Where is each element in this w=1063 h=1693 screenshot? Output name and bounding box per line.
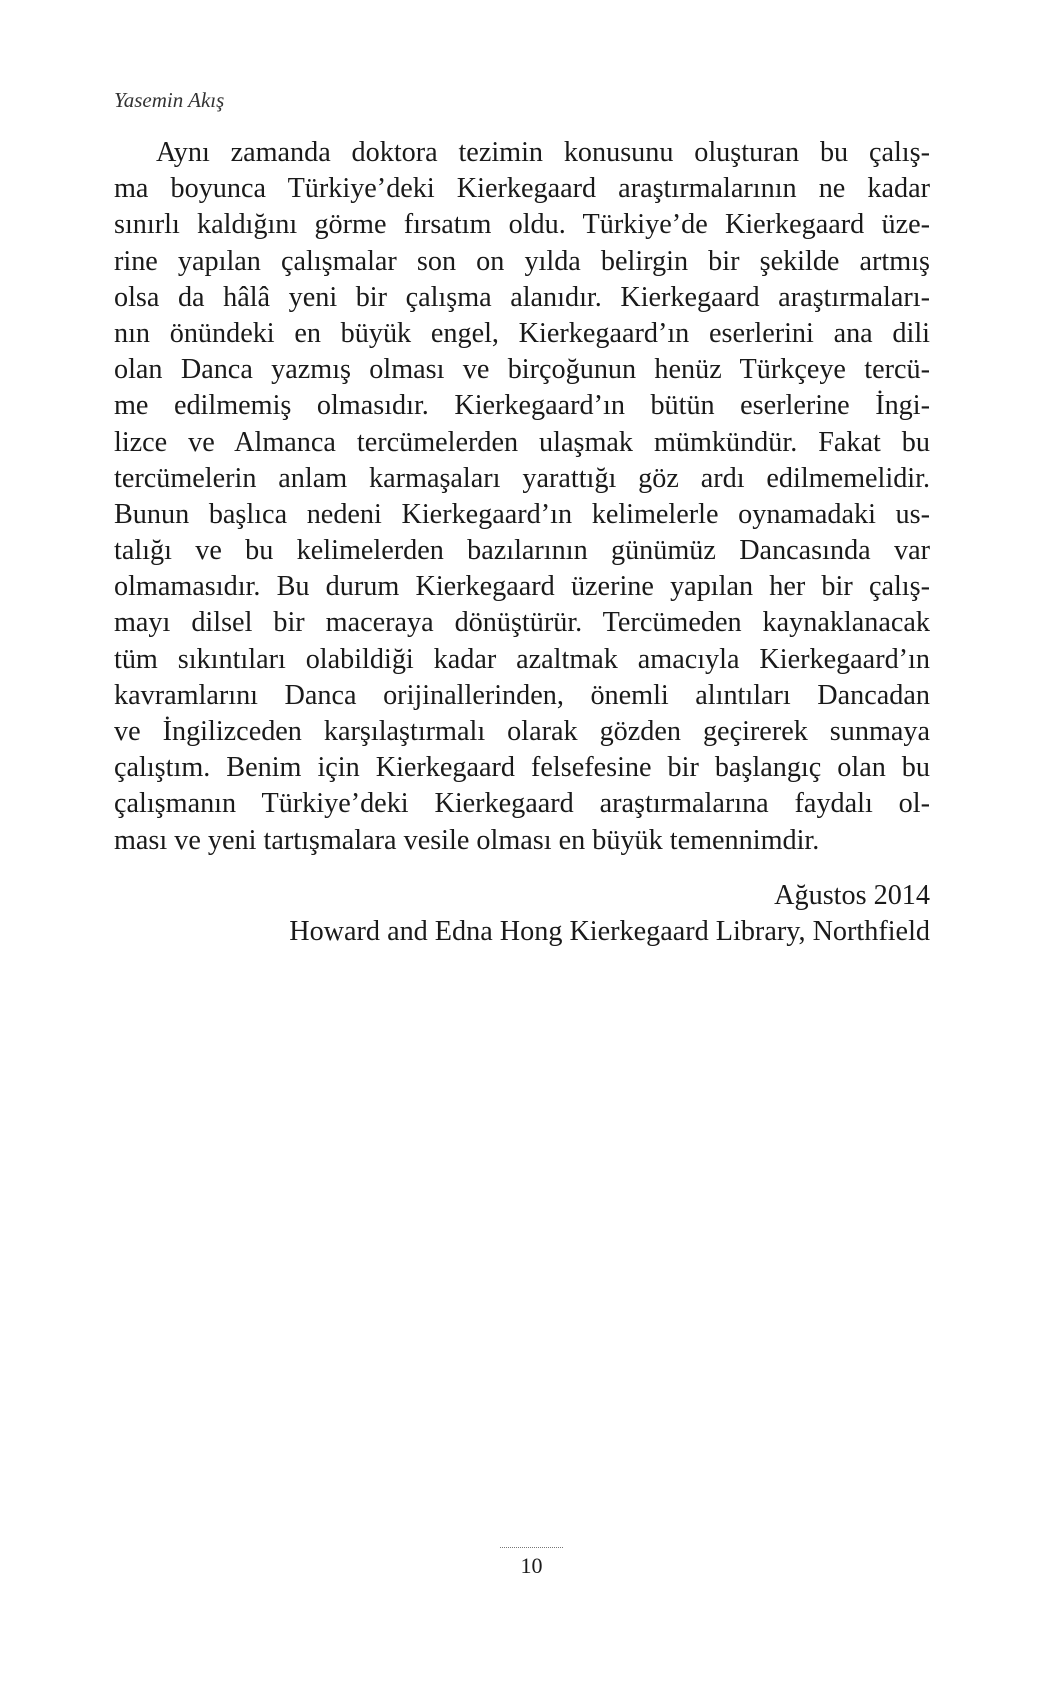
page-number: 10 (520, 1553, 543, 1578)
body-paragraph (114, 135, 930, 859)
paragraph-line: ması ve yeni tartışmalara vesile olması en büyük temennimdir. (114, 824, 820, 856)
running-head: Yasemin Akış (114, 88, 225, 112)
paragraph-line: olsa da hâlâ yeni bir çalışma alanıdır. Kierkegaard araştırmaları- (114, 281, 930, 313)
paragraph-line: olmamasıdır. Bu durum Kierkegaard üzerine yapılan her bir çalış- (114, 571, 930, 603)
paragraph-line: çalışmanın Türkiye’deki Kierkegaard araştırmalarına faydalı ol- (114, 788, 930, 820)
paragraph-line: kavramlarını Danca orijinallerinden, önemli alıntıları Dancadan (114, 679, 930, 711)
signature-date: Ağustos 2014 (774, 880, 930, 911)
paragraph-line: çalıştım. Benim için Kierkegaard felsefesine bir başlangıç olan bu (114, 752, 930, 784)
paragraph-line: Bunun başlıca nedeni Kierkegaard’ın kelimelerle oynamadaki us- (114, 498, 930, 530)
paragraph-line: tüm sıkıntıları olabildiği kadar azaltmak amacıyla Kierkegaard’ın (114, 643, 930, 675)
paragraph-line: tercümelerin anlam karmaşaları yarattığı göz ardı edilmemelidir. (114, 462, 930, 494)
paragraph-line: ma boyunca Türkiye’deki Kierkegaard araştırmalarının ne kadar (114, 173, 930, 205)
paragraph-line: ve İngilizceden karşılaştırmalı olarak gözden geçirerek sunmaya (114, 716, 930, 747)
paragraph-line: me edilmemiş olmasıdır. Kierkegaard’ın bütün eserlerine İngi- (114, 390, 930, 422)
paragraph-line: nın önündeki en büyük engel, Kierkegaard’ın eserlerini ana dili (114, 317, 930, 349)
signature-place: Howard and Edna Hong Kierkegaard Library, Northfield (289, 916, 930, 948)
paragraph-line: rine yapılan çalışmalar son on yılda belirgin bir şekilde artmış (114, 245, 930, 277)
page-number-rule (500, 1547, 563, 1548)
paragraph-line: lizce ve Almanca tercümelerden ulaşmak mümkündür. Fakat bu (114, 426, 930, 458)
signature-block (289, 878, 930, 950)
paragraph-line: mayı dilsel bir maceraya dönüştürür. Tercümeden kaynaklanacak (114, 607, 930, 639)
paragraph-line: sınırlı kaldığını görme fırsatım oldu. Türkiye’de Kierkegaard üze- (114, 209, 930, 241)
paragraph-line: olan Danca yazmış olması ve birçoğunun henüz Türkçeye tercü- (114, 354, 930, 386)
paragraph-line: Aynı zamanda doktora tezimin konusunu oluşturan bu çalış- (156, 137, 930, 168)
paragraph-line: talığı ve bu kelimelerden bazılarının günümüz Dancasında var (114, 535, 930, 567)
